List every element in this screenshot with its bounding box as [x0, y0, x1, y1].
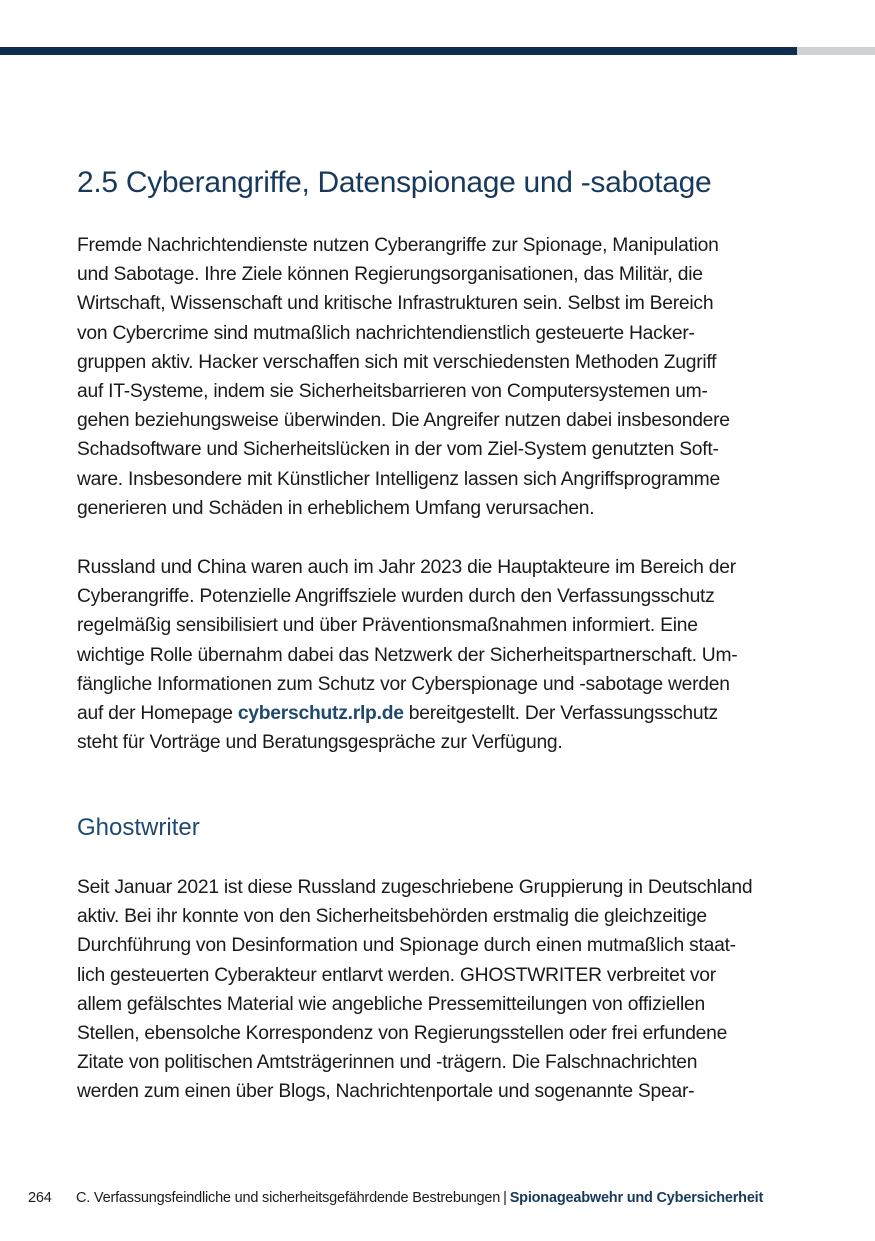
text-line: steht für Vorträge und Beratungsgespräche zur Verfügung.: [77, 732, 563, 754]
ghostwriter-heading: Ghostwriter: [77, 814, 200, 841]
text-line: Fremde Nachrichtendienste nutzen Cyberangriffe zur Spionage, Manipulation: [77, 235, 719, 256]
text-line: fängliche Informationen zum Schutz vor Cyberspionage und -sabotage werden: [77, 673, 730, 695]
text-line: Russland und China waren auch im Jahr 2023 die Hauptakteure im Bereich der: [77, 557, 736, 578]
section-title: 2.5 Cyberangriffe, Datenspionage und -sabotage: [77, 166, 712, 199]
text-line: Wirtschaft, Wissenschaft und kritische Infrastrukturen sein. Selbst im Bereich: [77, 293, 714, 315]
text-line: werden zum einen über Blogs, Nachrichtenportale und sogenannte Spear-: [77, 1081, 695, 1103]
footer-separator: |: [503, 1190, 507, 1206]
text-line: aktiv. Bei ihr konnte von den Sicherheitsbehörden erstmalig die gleichzeitige: [77, 906, 707, 928]
text-line: Stellen, ebensolche Korrespondenz von Regierungsstellen oder frei erfundene: [77, 1022, 728, 1044]
text-line: allem gefälschtes Material wie angebliche Pressemitteilungen von offiziellen: [77, 993, 705, 1015]
text-line: von Cybercrime sind mutmaßlich nachrichtendienstlich gesteuerte Hacker-: [77, 322, 695, 344]
actors-paragraph: [77, 553, 807, 757]
text-line: wichtige Rolle übernahm dabei das Netzwerk der Sicherheitspartnerschaft. Um-: [77, 644, 738, 666]
page-footer: [28, 1190, 763, 1206]
link-suffix-text: bereitgestellt. Der Verfassungsschutz: [403, 702, 718, 724]
text-line: generieren und Schäden in erheblichem Umfang verursachen.: [77, 497, 595, 519]
text-line: lich gesteuerten Cyberakteur entlarvt werden. GHOSTWRITER verbreitet vor: [77, 964, 716, 986]
ghostwriter-paragraph: [77, 873, 807, 1107]
text-line-with-link: [77, 699, 807, 728]
footer-chapter: C. Verfassungsfeindliche und sicherheitsgefährdende Bestrebungen: [76, 1190, 501, 1206]
footer-subchapter: Spionageabwehr und Cybersicherheit: [509, 1190, 764, 1206]
page-number: 264: [28, 1190, 52, 1206]
intro-paragraph: [77, 231, 807, 523]
cyberschutz-link[interactable]: cyberschutz.rlp.de: [237, 702, 404, 724]
text-line: Schadsoftware und Sicherheitslücken in der vom Ziel-System genutzten Soft-: [77, 439, 719, 461]
text-line: Seit Januar 2021 ist diese Russland zugeschriebene Gruppierung in Deutschland: [77, 877, 753, 898]
header-accent-bar: [0, 47, 797, 55]
header-accent-bar-end: [797, 47, 875, 55]
text-line: Zitate von politischen Amtsträgerinnen und -trägern. Die Falschnachrichten: [77, 1052, 698, 1074]
text-line: Durchführung von Desinformation und Spionage durch einen mutmaßlich staat-: [77, 935, 736, 957]
text-line: ware. Insbesondere mit Künstlicher Intelligenz lassen sich Angriffsprogramme: [77, 468, 720, 490]
text-line: regelmäßig sensibilisiert und über Präventionsmaßnahmen informiert. Eine: [77, 615, 698, 637]
text-line: Cyberangriffe. Potenzielle Angriffsziele wurden durch den Verfassungsschutz: [77, 586, 715, 608]
text-line: und Sabotage. Ihre Ziele können Regierungsorganisationen, das Militär, die: [77, 264, 703, 286]
text-line: auf IT-Systeme, indem sie Sicherheitsbarrieren von Computersystemen um-: [77, 380, 708, 402]
text-line: gehen beziehungsweise überwinden. Die Angreifer nutzen dabei insbesondere: [77, 410, 730, 432]
link-prefix-text: auf der Homepage: [77, 702, 238, 724]
text-line: gruppen aktiv. Hacker verschaffen sich mit verschiedensten Methoden Zugriff: [77, 351, 717, 373]
